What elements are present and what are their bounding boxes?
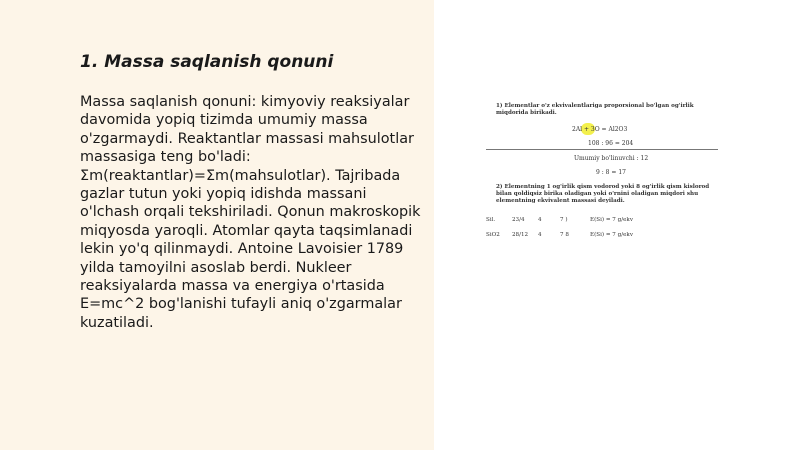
row-1-d: E(Si) = 7 g/ekv <box>590 217 633 223</box>
row-2-a: 28/12 <box>512 232 529 238</box>
question-2-text: Elementning 1 og'irlik qism vodorod yoki 8 og'irlik qism kislorod bilan qoldiqsiz birika oladigan yoki o'rnini oladigan miqdori shu elementning ekvivalent massasi deyiladi. <box>496 184 710 204</box>
row-1-c: 7 ) <box>560 217 568 223</box>
scanned-notes-image <box>486 100 718 245</box>
question-1-text: Elementlar o'z ekvivalentlariga proporsional bo'lgan og'irlik miqdorida birikadi. <box>496 103 694 116</box>
slide-body-text: Massa saqlanish qonuni: kimyoviy reaksiyalar davomida yopiq tizimda umumiy massa o'zgarmaydi. Reaktantlar massasi mahsulotlar massasiga teng bo'ladi: Σm(reaktantlar)=Σm(mahsulotlar). Tajribada gazlar tutun yoki yopiq idishda massani o'lchash orqali tekshiriladi. Qonun makroskopik miqyosda yaroqli. Atomlar qayta taqsimlanadi lekin yo'q qilinmaydi. Antoine Lavoisier 1789 yilda tamoyilni asoslab berdi. Nukleer reaksiyalarda massa va energiya o'rtasida E=mc^2 bog'lanishi tufayli aniq o'zgarmalar kuzatiladi. <box>80 94 421 331</box>
equation-ratio: 9 : 8 = 17 <box>596 169 626 176</box>
row-1-b: 4 <box>538 217 542 223</box>
question-2 <box>496 184 718 205</box>
slide-title: 1. Massa saqlanish qonuni <box>80 52 334 72</box>
question-2-number: 2) <box>496 184 503 190</box>
row-1-label: Sil. <box>486 217 496 223</box>
equation-reaction: 2Al + 3O = Al2O3 <box>572 126 628 133</box>
question-1-number: 1) <box>496 103 503 109</box>
row-2-c: 7 8 <box>560 232 569 238</box>
row-1-a: 23/4 <box>512 217 525 223</box>
row-2-label: SiO2 <box>486 232 500 238</box>
common-divisor-note: Umumiy bo'linuvchi : 12 <box>574 155 649 162</box>
row-2-b: 4 <box>538 232 542 238</box>
question-1 <box>496 103 718 117</box>
equation-masses: 108 : 96 = 204 <box>588 140 634 147</box>
divider-line <box>486 149 718 150</box>
row-2-d: E(Si) = 7 g/ekv <box>590 232 633 238</box>
